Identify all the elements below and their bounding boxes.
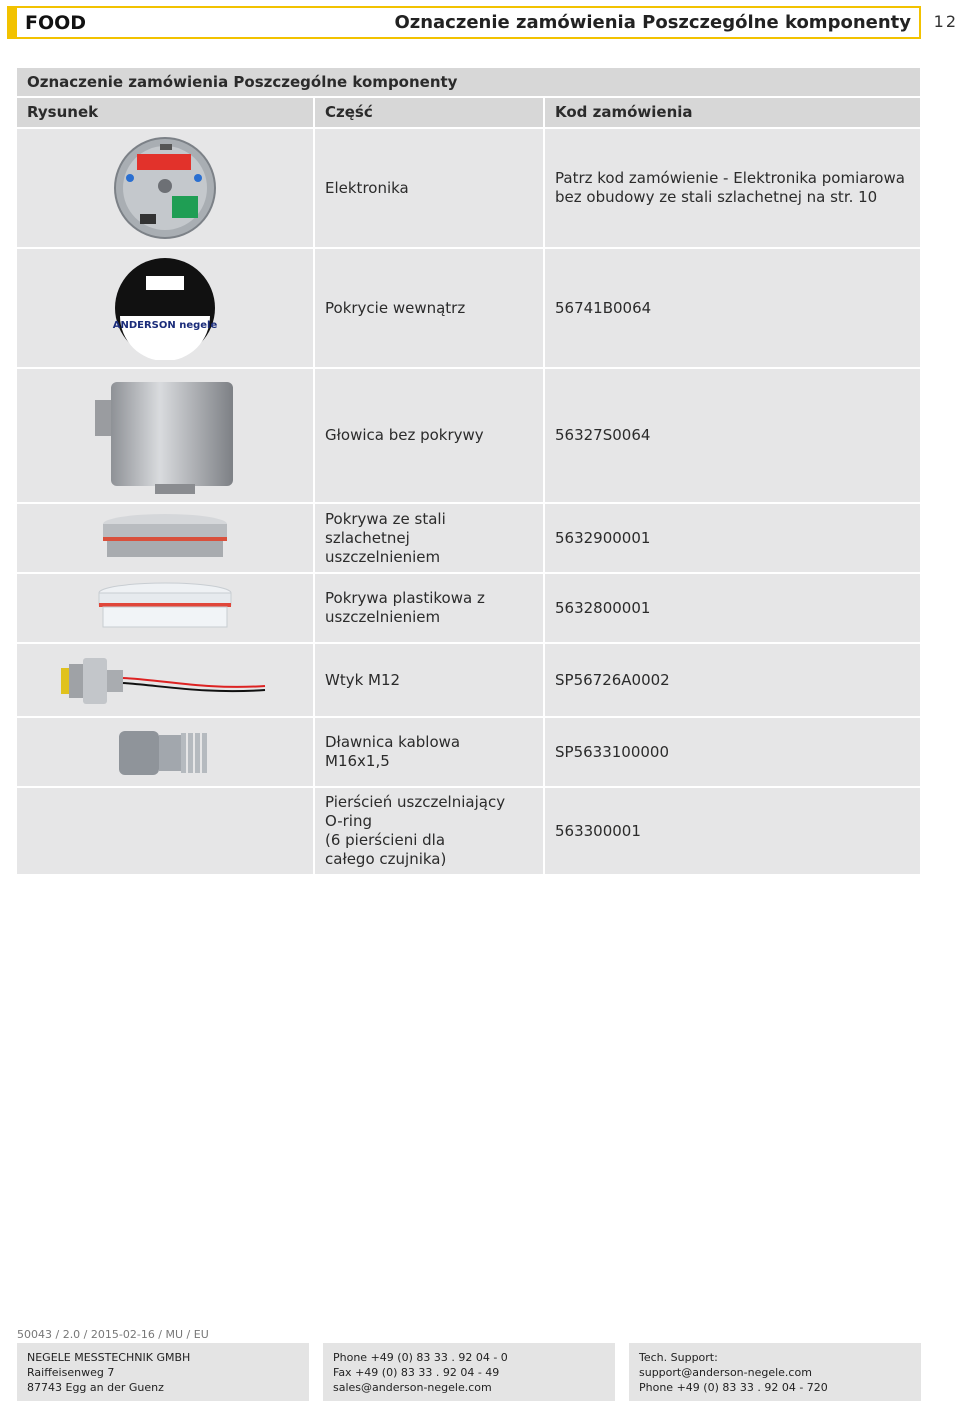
table-row <box>17 572 920 642</box>
company-name: NEGELE MESSTECHNIK GMBH <box>27 1351 191 1364</box>
footer-contact <box>323 1343 615 1401</box>
part-name: Głowica bez pokrywy <box>315 369 545 502</box>
table-row <box>17 502 920 572</box>
part-name: Pierścień uszczelniający O-ring (6 pierścieni dla całego czujnika) <box>315 788 545 874</box>
cable-gland-image <box>17 718 315 786</box>
footer-support <box>629 1343 921 1401</box>
column-header-order-code: Kod zamówienia <box>555 103 693 121</box>
table-row <box>17 127 920 247</box>
part-name: Pokrywa ze stali szlachetnej uszczelnieniem <box>315 504 545 572</box>
electronics-image <box>17 129 315 247</box>
table-caption: Oznaczenie zamówienia Poszczególne komponenty <box>17 68 920 96</box>
part-name: Elektronika <box>315 129 545 247</box>
part-name: Wtyk M12 <box>315 644 545 716</box>
components-table <box>17 68 920 874</box>
table-row <box>17 642 920 716</box>
page-number: 12 <box>933 12 958 31</box>
head-housing-image <box>17 369 315 502</box>
order-code: 56741B0064 <box>555 298 652 317</box>
page-header <box>7 6 921 39</box>
contact-fax: Fax +49 (0) 83 33 . 92 04 - 49 <box>333 1366 500 1379</box>
order-code: Patrz kod zamówienie - Elektronika pomiarowa bez obudowy ze stali szlachetnej na str. 10 <box>555 169 905 206</box>
steel-lid-image <box>17 504 315 572</box>
o-ring-image-empty <box>17 788 315 874</box>
plastic-lid-image <box>17 574 315 642</box>
contact-email[interactable]: sales@anderson-negele.com <box>333 1381 492 1394</box>
m12-plug-image <box>17 644 315 716</box>
company-city: 87743 Egg an der Guenz <box>27 1381 164 1394</box>
support-label: Tech. Support: <box>639 1351 718 1364</box>
order-code: SP5633100000 <box>555 742 670 761</box>
table-row <box>17 716 920 786</box>
support-phone: Phone +49 (0) 83 33 . 92 04 - 720 <box>639 1381 828 1394</box>
order-code: 563300001 <box>555 821 641 840</box>
order-code: SP56726A0002 <box>555 670 670 689</box>
part-name: Pokrywa plastikowa z uszczelnieniem <box>315 574 545 642</box>
inner-cover-image <box>17 249 315 367</box>
document-meta: 50043 / 2.0 / 2015-02-16 / MU / EU <box>17 1328 209 1341</box>
contact-phone: Phone +49 (0) 83 33 . 92 04 - 0 <box>333 1351 508 1364</box>
header-title: Oznaczenie zamówienia Poszczególne komponenty <box>394 12 911 33</box>
footer-company <box>17 1343 309 1401</box>
order-code: 5632800001 <box>555 598 651 617</box>
table-row <box>17 247 920 367</box>
table-row <box>17 367 920 502</box>
table-row <box>17 786 920 874</box>
column-header-part: Część <box>315 98 545 127</box>
column-header-drawing: Rysunek <box>17 98 315 127</box>
support-email[interactable]: support@anderson-negele.com <box>639 1366 812 1379</box>
brand-logo: ANDERSON negele <box>112 320 218 331</box>
order-code: 56327S0064 <box>555 426 651 444</box>
part-name: Dławnica kablowa M16x1,5 <box>315 718 545 786</box>
order-code: 5632900001 <box>555 528 651 547</box>
part-name: Pokrycie wewnątrz <box>315 249 545 367</box>
company-street: Raiffeisenweg 7 <box>27 1366 115 1379</box>
table-header-row <box>17 96 920 127</box>
section-label: FOOD <box>25 11 87 34</box>
